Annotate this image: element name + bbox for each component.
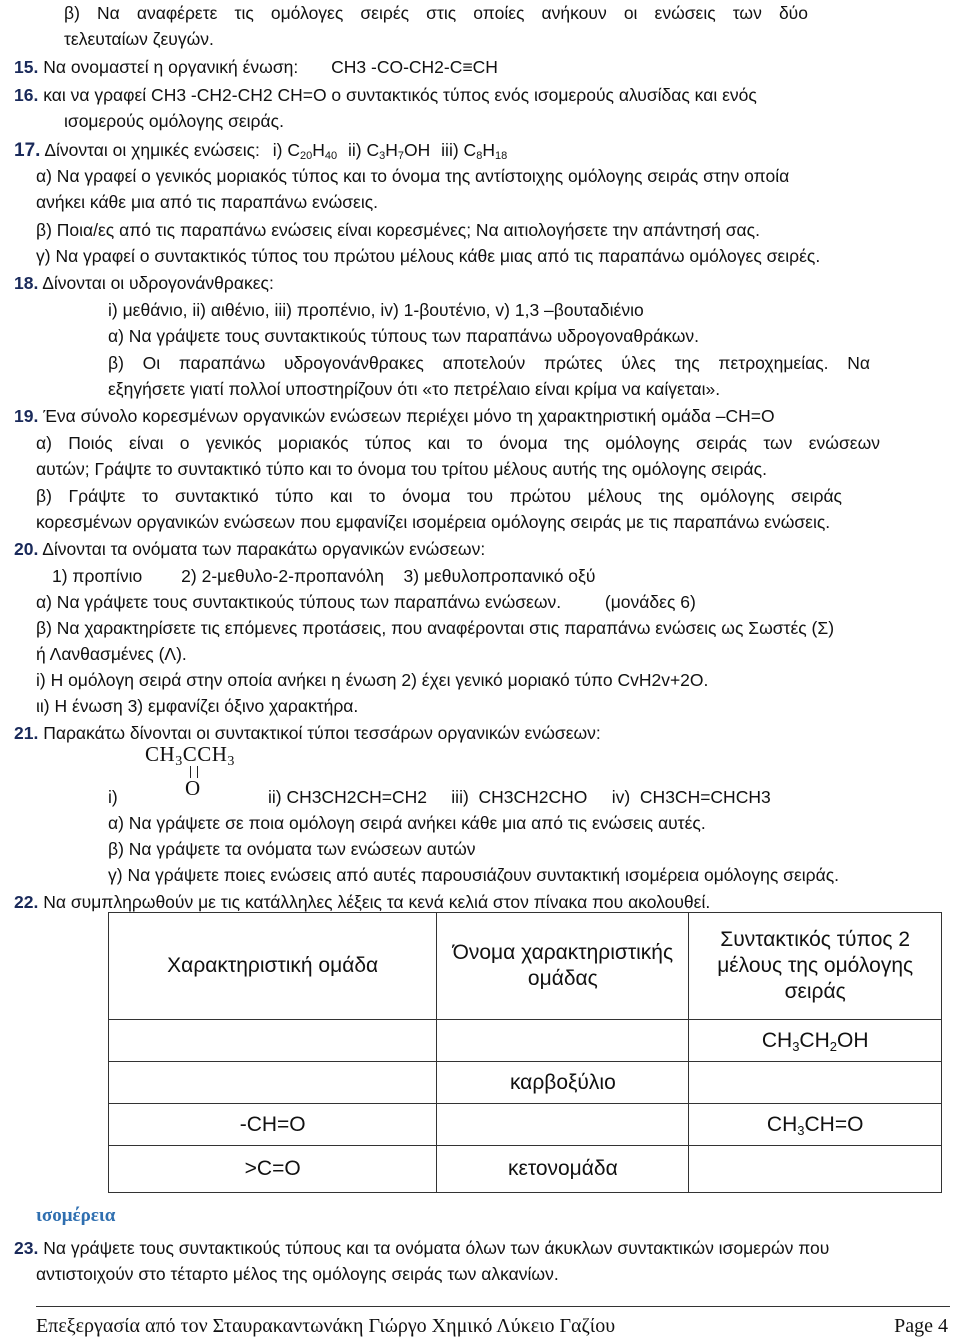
table-header-characteristic-group: Χαρακτηριστική ομάδα xyxy=(109,913,437,1020)
question-19-number: 19. xyxy=(14,406,39,426)
question-16-number: 16. xyxy=(14,85,39,105)
question-23-text-line-2: αντιστοιχούν στο τέταρτο μέλος της ομόλογης σειράς των αλκανίων. xyxy=(36,1264,559,1284)
question-21-list-rest: ii) CH3CH2CH=CH2 iii) CH3CH2CHO iv) CH3CH=CHCH3 xyxy=(268,787,771,807)
question-15-text: Να ονομαστεί η οργανική ένωση: xyxy=(43,57,299,77)
compound-c20h40: $C_{20}H_{40}$ xyxy=(287,140,338,162)
question-17-b: β) Ποια/ες από τις παραπάνω ενώσεις είναι κορεσμένες; Να αιτιολογήσετε την απάντησή σας. xyxy=(36,220,760,240)
question-21 xyxy=(14,722,601,744)
question-15-formula: CH3 -CO-CH2-C≡CH xyxy=(331,57,498,77)
text-line-2: τελευταίων ζευγών. xyxy=(64,29,214,49)
question-20-number: 20. xyxy=(14,539,39,559)
question-18-list: i) μεθάνιο, ii) αιθένιο, iii) προπένιο, iv) 1-βουτένιο, v) 1,3 –βουταδιένιο xyxy=(108,300,644,320)
question-19-b-line-2: κορεσμένων οργανικών ενώσεων που εμφανίζει ισομέρεια ομόλογης σειράς με τις παραπάνω ενώσεις. xyxy=(36,512,831,532)
question-17-c: γ) Να γραφεί ο συντακτικός τύπος του πρώτου μέλους κάθε μιας από τις παραπάνω ομόλογες σειρές. xyxy=(36,246,821,266)
table-row xyxy=(109,1104,942,1146)
question-22-text: Να συμπληρωθούν με τις κατάλληλες λέξεις τα κενά κελιά στον πίνακα που ακολουθεί. xyxy=(43,892,711,912)
question-19-a-line-1: α) Ποιός είναι ο γενικός μοριακός τύπος και το όνομα της ομόλογης σειράς των ενώσεων xyxy=(36,433,880,453)
question-20-b-line-2: ή Λανθασμένες (Λ). xyxy=(36,644,187,664)
table-cell-empty[interactable] xyxy=(109,1062,437,1104)
question-16-text: και να γραφεί CH3 -CH2-CH2 CH=O ο συντακτικός τύπος ενός ισομερούς αλυσίδας και ενός xyxy=(43,85,757,105)
question-20-a: α) Να γράψετε τους συντακτικούς τύπους των παραπάνω ενώσεων. (μονάδες 6) xyxy=(36,592,696,612)
question-17-number: 17. xyxy=(14,140,41,161)
functional-groups-table xyxy=(108,912,942,1193)
question-21-b: β) Να γράψετε τα ονόματα των ενώσεων αυτών xyxy=(108,839,476,859)
question-23-number: 23. xyxy=(14,1238,39,1258)
question-22-number: 22. xyxy=(14,892,39,912)
table-cell-ketone-group: >C=O xyxy=(109,1146,437,1193)
question-18-a: α) Να γράψετε τους συντακτικούς τύπους των παραπάνω υδρογοναθράκων. xyxy=(108,326,700,346)
question-21-c: γ) Να γράψετε ποιες ενώσεις από αυτές παρουσιάζουν συντακτική ισομέρεια ομόλογης σειράς. xyxy=(108,865,840,885)
question-19-text: Ένα σύνολο κορεσμένων οργανικών ενώσεων περιέχει μόνο τη χαρακτηριστική ομάδα –CH=O xyxy=(43,406,775,426)
question-23 xyxy=(14,1237,829,1259)
question-20-statement-ii: ιι) Η ένωση 3) εμφανίζει όξινο χαρακτήρα. xyxy=(36,696,359,716)
table-cell-empty[interactable] xyxy=(437,1020,689,1062)
table-row xyxy=(109,1020,942,1062)
footer-page-number: Page 4 xyxy=(894,1315,948,1337)
question-19-b-line-1: β) Γράψτε το συντακτικό τύπο και το όνομα του πρώτου μέλους της ομόλογης σειράς xyxy=(36,486,842,506)
table-cell-empty[interactable] xyxy=(689,1146,942,1193)
question-18-intro: Δίνονται οι υδρογονάνθρακες: xyxy=(42,273,274,293)
question-18-number: 18. xyxy=(14,273,39,293)
question-18-b-line-1: β) Οι παραπάνω υδρογονάνθρακες αποτελούν πρώτες ύλες της πετροχημείας. Να xyxy=(108,353,870,373)
question-20-list: 1) προπίνιο 2) 2-μεθυλο-2-προπανόλη 3) μεθυλοπροπανικό οξύ xyxy=(52,566,596,586)
table-cell-empty[interactable] xyxy=(689,1062,942,1104)
text-line-1: β) Να αναφέρετε τις ομόλογες σειρές στις οποίες ανήκουν οι ενώσεις των δύο xyxy=(64,3,808,23)
question-21-list-i: i) xyxy=(108,787,118,807)
question-17-a-line-1: α) Να γραφεί ο γενικός μοριακός τύπος και το όνομα της αντίστοιχης ομόλογης σειράς στην οποία xyxy=(36,166,790,186)
table-row xyxy=(109,1146,942,1193)
isomerism-heading: ισομέρεια xyxy=(36,1205,116,1226)
question-23-text: Να γράψετε τους συντακτικούς τύπους και τα ονόματα όλων των άκυκλων συντακτικών ισομερών που xyxy=(43,1238,830,1258)
table-row xyxy=(109,913,942,1020)
table-row xyxy=(109,1062,942,1104)
table-cell-empty[interactable] xyxy=(109,1020,437,1062)
question-20 xyxy=(14,538,485,560)
question-17 xyxy=(14,139,507,162)
question-21-intro: Παρακάτω δίνονται οι συντακτικοί τύποι τεσσάρων οργανικών ενώσεων: xyxy=(43,723,601,743)
question-21-number: 21. xyxy=(14,723,39,743)
ketone-structural-formula xyxy=(145,742,255,802)
question-19-a-line-2: αυτών; Γράψτε το συντακτικό τύπο και το όνομα του τρίτου μέλους αυτής της ομόλογης σειράς. xyxy=(36,459,767,479)
footer-divider xyxy=(36,1306,950,1307)
question-22 xyxy=(14,891,710,913)
compound-c3h7oh: $C_3H_7OH$ xyxy=(366,140,431,162)
compound-i-label: i) xyxy=(272,140,283,160)
question-21-a: α) Να γράψετε σε ποια ομόλογη σειρά ανήκει κάθε μια από τις ενώσεις αυτές. xyxy=(108,813,706,833)
question-16 xyxy=(14,84,757,106)
question-20-intro: Δίνονται τα ονόματα των παρακάτω οργανικών ενώσεων: xyxy=(42,539,486,559)
table-header-group-name: Όνομα χαρακτηριστικής ομάδας xyxy=(437,913,689,1020)
question-15 xyxy=(14,56,498,78)
table-cell-ch3cho: $CH_3CH=O$ xyxy=(689,1104,942,1146)
table-cell-ketone-name: κετονομάδα xyxy=(437,1146,689,1193)
question-20-statement-i: i) Η ομόλογη σειρά στην οποία ανήκει η ένωση 2) έχει γενικό μοριακό τύπο CvH2v+2O. xyxy=(36,670,709,690)
question-20-b-line-1: β) Να χαρακτηρίσετε τις επόμενες προτάσεις, που αναφέρονται στις παραπάνω ενώσεις ως Σωστές (Σ) xyxy=(36,618,835,638)
question-15-number: 15. xyxy=(14,57,39,77)
table-header-structural-formula: Συντακτικός τύπος 2 μέλους της ομόλογης σειράς xyxy=(689,913,942,1020)
compound-c8h18: $C_8H_{18}$ xyxy=(463,140,508,162)
question-18 xyxy=(14,272,274,294)
table-cell-aldehyde-group: -CH=O xyxy=(109,1104,437,1146)
question-18-b-line-2: εξηγήσετε γιατί πολλοί υποστηρίζουν ότι «το πετρέλαιο είναι κρίμα να καίγεται». xyxy=(108,379,721,399)
ketone-formula-oxygen: O xyxy=(185,776,201,800)
question-16-text-line-2: ισομερούς ομόλογης σειράς. xyxy=(64,111,284,131)
question-19 xyxy=(14,405,775,427)
footer-author: Επεξεργασία από τον Σταυρακαντωνάκη Γιώργο Χημικό Λύκειο Γαζίου xyxy=(36,1315,616,1337)
ketone-formula-top: $CH_3CCH_3$ xyxy=(145,742,235,769)
question-17-a-line-2: ανήκει κάθε μια από τις παραπάνω ενώσεις. xyxy=(36,192,379,212)
table-cell-ch3ch2oh: $CH_3CH_2OH$ xyxy=(689,1020,942,1062)
compound-iii-label: iii) xyxy=(441,140,459,160)
compound-ii-label: ii) xyxy=(348,140,362,160)
table-cell-empty[interactable] xyxy=(437,1104,689,1146)
question-17-intro: Δίνονται οι χημικές ενώσεις: xyxy=(44,140,260,160)
table-cell-carboxyl: καρβοξύλιο xyxy=(437,1062,689,1104)
